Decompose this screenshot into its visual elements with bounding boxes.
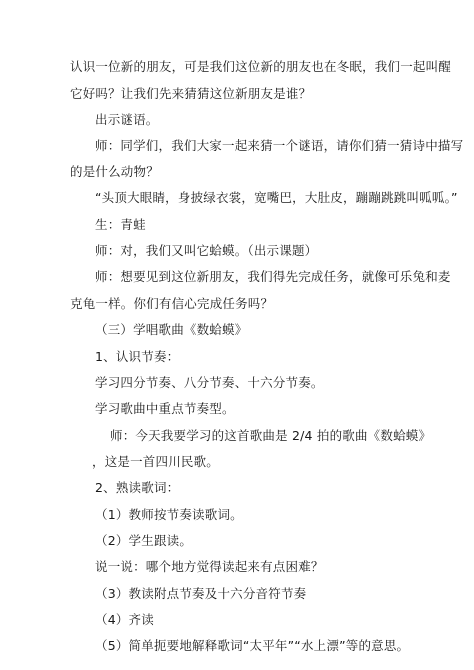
- sub-heading: 1、认识节奏：: [95, 349, 180, 364]
- paragraph-line: 学习歌曲中重点节奏型。: [95, 401, 235, 416]
- paragraph-line: 出示谜语。: [95, 112, 159, 127]
- riddle-quote: “头顶大眼睛，身披绿衣裳，宽嘴巴，大肚皮，蹦蹦跳跳叫呱呱。”: [95, 190, 458, 205]
- list-item: （1）教师按节奏读歌词。: [95, 507, 243, 522]
- paragraph-line: 生：青蛙: [95, 217, 146, 232]
- sub-heading: 2、熟读歌词：: [95, 480, 180, 495]
- paragraph-line: 师：今天我要学习的这首歌曲是 2/4 拍的歌曲《数蛤蟆》: [110, 428, 432, 443]
- paragraph-line: 的是什么动物？: [70, 164, 159, 179]
- paragraph-line: 克龟一样。你们有信心完成任务吗？: [70, 296, 274, 311]
- list-item: （5）简单扼要地解释歌词“太平年”“水上漂”等的意思。: [95, 638, 410, 653]
- paragraph-line: 它好吗？让我们先来猜猜这位新朋友是谁？: [70, 86, 312, 101]
- paragraph-line: 认识一位新的朋友，可是我们这位新的朋友也在冬眠，我们一起叫醒: [70, 59, 452, 74]
- list-item: （2）学生跟读。: [95, 533, 193, 548]
- paragraph-line: 说一说：哪个地方觉得读起来有点困难？: [95, 559, 324, 574]
- paragraph-line: 学习四分节奏、八分节奏、十六分节奏。: [95, 375, 324, 390]
- list-item: （4）齐读: [95, 612, 154, 627]
- section-heading: （三）学唱歌曲《数蛤蟆》: [95, 322, 248, 337]
- list-item: （3）教读附点节奏及十六分音符节奏: [95, 586, 307, 601]
- paragraph-line: 师：同学们，我们大家一起来猜一个谜语，请你们猜一猜诗中描写: [95, 138, 464, 153]
- paragraph-line: 师：想要见到这位新朋友，我们得先完成任务，就像可乐兔和麦: [95, 269, 451, 284]
- paragraph-line: 师：对，我们又叫它蛤蟆。（出示课题）: [95, 243, 318, 258]
- paragraph-line: ，这是一首四川民歌。: [92, 454, 220, 469]
